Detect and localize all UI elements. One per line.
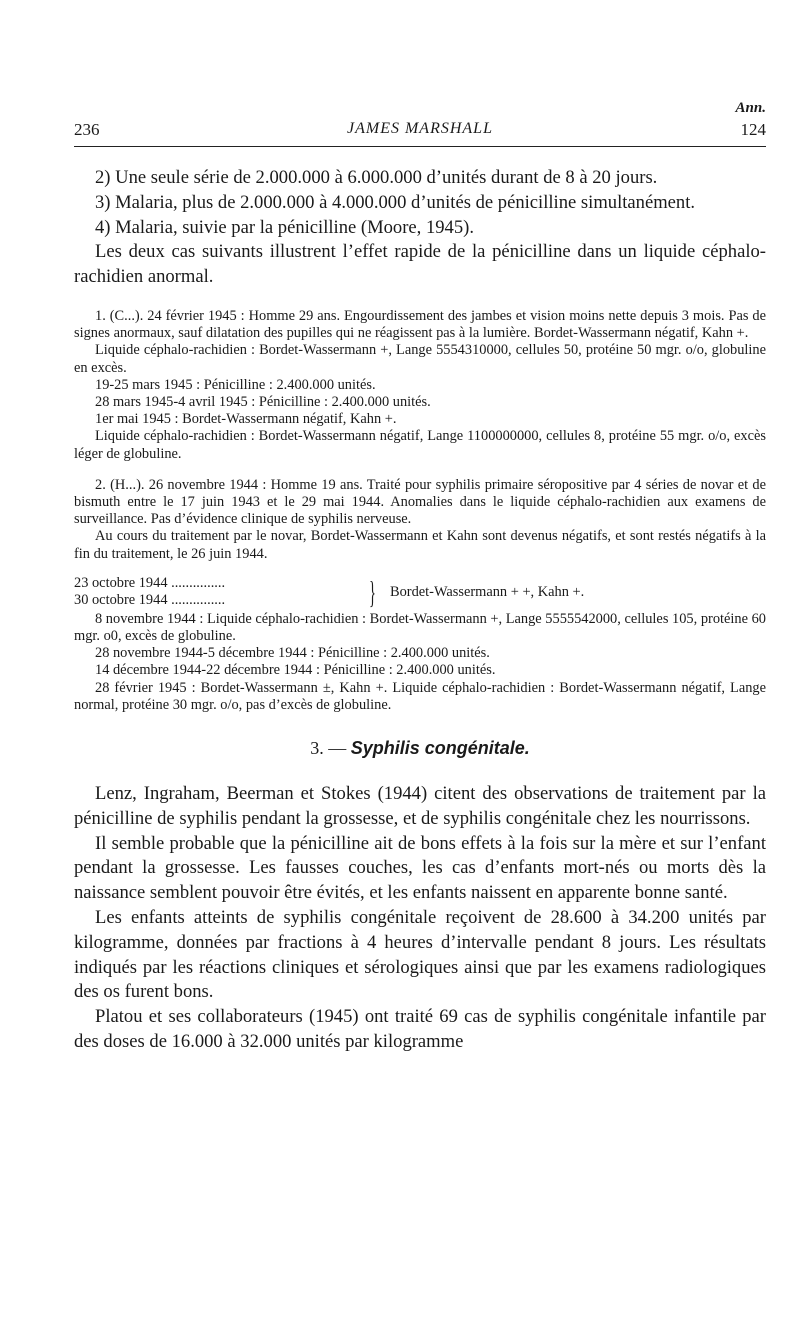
page-header: [74, 100, 766, 144]
case-1-line: 1. (C...). 24 février 1945 : Homme 29 ans. Engourdissement des jambes et vision moins nette depuis 3 mois. Pas de signes anormaux, sauf dilatation des pupilles qui ne réagissent pas à la lumière. Bordet-Wassermann négatif, Kahn +.: [74, 307, 766, 342]
body-paragraph: Lenz, Ingraham, Beerman et Stokes (1944) citent des observations de traitement par la pénicilline de syphilis pendant la grossesse, et de syphilis congénitale chez les nourrissons.: [74, 783, 766, 829]
list-item: 2) Une seule série de 2.000.000 à 6.000.000 d’unités durant de 8 à 20 jours.: [95, 167, 658, 188]
page: [74, 100, 766, 1055]
section-heading: [74, 736, 766, 760]
body-paragraph: Les enfants atteints de syphilis congénitale reçoivent de 28.600 à 34.200 unités par kilogramme, données par fractions à 4 heures d’intervalle pendant 8 jours. Les résultats indiqués par les réactions cliniques et sérologiques ainsi que par les examens radiologiques des os furent bons.: [74, 907, 766, 1003]
volume-number: 124: [740, 120, 766, 139]
case-2-followup-line: 28 novembre 1944-5 décembre 1944 : Pénicilline : 2.400.000 unités.: [95, 645, 490, 662]
brace-result: Bordet-Wassermann + +, Kahn +.: [390, 583, 585, 600]
case-1-line: 1er mai 1945 : Bordet-Wassermann négatif, Kahn +.: [95, 411, 397, 428]
page-number: 236: [74, 120, 100, 139]
brace-symbol: }: [369, 573, 376, 610]
brace-block: [74, 575, 766, 611]
case-2-followup-line: 8 novembre 1944 : Liquide céphalo-rachidien : Bordet-Wassermann +, Lange 5555542000, cellules 105, protéine 60 mgr. o0, excès de globuline.: [74, 610, 766, 645]
article-body: [74, 166, 766, 1055]
case-2-line: Au cours du traitement par le novar, Bordet-Wassermann et Kahn sont devenus négatifs, et sont restés négatifs à la fin du traitement, le 26 juin 1944.: [74, 528, 766, 562]
brace-date: 30 octobre 1944 ...............: [74, 592, 226, 609]
running-title: JAMES MARSHALL: [347, 120, 493, 137]
brace-date: 23 octobre 1944 ...............: [74, 574, 226, 591]
intro-paragraph: Les deux cas suivants illustrent l’effet rapide de la pénicilline dans un liquide céphalo-rachidien anormal.: [74, 241, 766, 288]
section-number: 3. —: [310, 738, 347, 759]
case-1-line: Liquide céphalo-rachidien : Bordet-Wassermann +, Lange 5554310000, cellules 50, protéine 50 mgr. o/o, globuline en excès.: [74, 342, 766, 376]
journal-abbreviation: Ann.: [735, 100, 766, 116]
case-2-followup-line: 14 décembre 1944-22 décembre 1944 : Pénicilline : 2.400.000 unités.: [95, 662, 496, 679]
body-paragraph: Il semble probable que la pénicilline ait de bons effets à la fois sur la mère et sur l’enfant pendant la grossesse. Les fausses couches, les cas d’enfants mort-nés ou morts dès la naissance semblent pouvoir être évités, et les enfants naissent en apparente bonne santé.: [74, 832, 766, 904]
header-rule: [74, 146, 766, 147]
section-title: Syphilis congénitale.: [350, 738, 530, 759]
list-item: 3) Malaria, plus de 2.000.000 à 4.000.000 d’unités de pénicilline simultanément.: [95, 191, 696, 213]
body-paragraph: Platou et ses collaborateurs (1945) ont traité 69 cas de syphilis congénitale infantile par des doses de 16.000 à 32.000 unités par kilogramme: [74, 1006, 766, 1053]
case-2-followup-line: 28 février 1945 : Bordet-Wassermann ±, Kahn +. Liquide céphalo-rachidien : Bordet-Wassermann négatif, Lange normal, protéine 30 mgr. o/o, pas d’excès de globuline.: [74, 679, 766, 713]
case-1-line: Liquide céphalo-rachidien : Bordet-Wassermann négatif, Lange 1100000000, cellules 8, protéine 55 mgr. o/o, excès léger de globuline.: [74, 428, 766, 462]
case-2-line: 2. (H...). 26 novembre 1944 : Homme 19 ans. Traité pour syphilis primaire séropositive par 4 séries de novar et de bismuth entre le 17 juin 1943 et le 29 mai 1944. Anomalies dans le liquide céphalo-rachidien aux examens de surveillance. Pas d’évidence clinique de syphilis nerveuse.: [74, 476, 766, 528]
brace-dates: [74, 575, 364, 609]
case-1-line: 28 mars 1945-4 avril 1945 : Pénicilline : 2.400.000 unités.: [95, 394, 431, 410]
list-item: 4) Malaria, suivie par la pénicilline (Moore, 1945).: [95, 216, 474, 238]
case-1-line: 19-25 mars 1945 : Pénicilline : 2.400.000 unités.: [95, 376, 376, 393]
